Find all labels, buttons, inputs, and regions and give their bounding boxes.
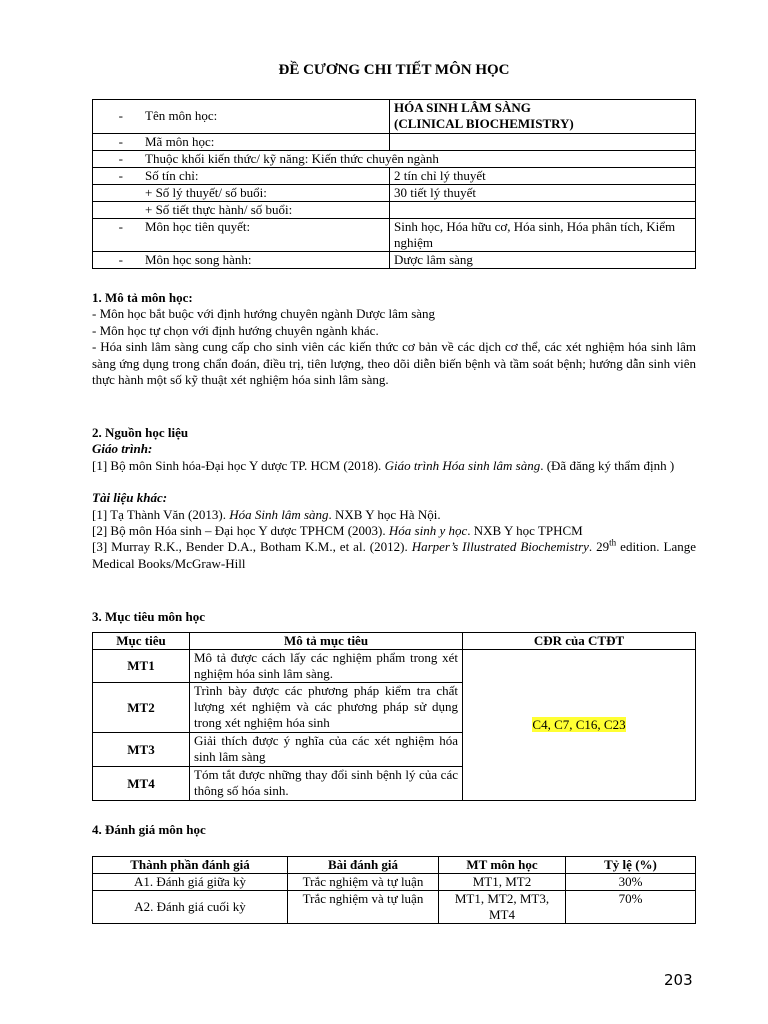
- practice-label: + Số tiết thực hành/ số buổi:: [145, 202, 293, 217]
- info-credits-label-cell: [93, 168, 390, 185]
- name-label: Tên môn học:: [145, 108, 218, 123]
- parallel-value: Dược lâm sàng: [390, 252, 696, 269]
- other-refs-heading: Tài liệu khác:: [92, 490, 168, 506]
- textbook-heading: Giáo trình:: [92, 441, 153, 457]
- section-3-heading-text: 3. Mục tiêu môn học: [92, 609, 206, 624]
- assessment-mt: MT1, MT2: [439, 874, 566, 891]
- ref-edition: . 29: [588, 539, 610, 555]
- info-block-cell: [93, 151, 696, 168]
- practice-value-cell: [390, 202, 696, 219]
- ref-edition-sup: th: [609, 538, 617, 549]
- objective-code: MT2: [93, 683, 190, 733]
- reference-1: [92, 507, 696, 523]
- theory-value: 30 tiết lý thuyết: [390, 185, 696, 202]
- section-1: [92, 290, 696, 388]
- reference-2: [92, 523, 696, 539]
- objectives-table: [92, 632, 696, 801]
- theory-label: + Số lý thuyết/ số buổi:: [145, 185, 267, 200]
- objectives-header: Mô tả mục tiêu: [190, 633, 463, 650]
- info-name-label-cell: [93, 100, 390, 134]
- assessment-test: Trắc nghiệm và tự luận: [288, 874, 439, 891]
- section-4-heading: [92, 822, 696, 838]
- dash: -: [118, 134, 123, 149]
- section-2-heading: 2. Nguồn học liệu: [92, 425, 189, 440]
- page-title: ĐỀ CƯƠNG CHI TIẾT MÔN HỌC: [278, 62, 510, 78]
- name-value-en: (CLINICAL BIOCHEMISTRY): [394, 116, 574, 131]
- credits-value: 2 tín chỉ lý thuyết: [390, 168, 696, 185]
- ref-author: [3] Murray R.K., Bender D.A., Botham K.M., et al. (2012).: [92, 539, 412, 555]
- assessment-component: A2. Đánh giá cuối kỳ: [93, 891, 288, 924]
- section-1-line: - Môn học bắt buộc với định hướng chuyên ngành Dược lâm sàng: [92, 306, 436, 322]
- info-name-value-cell: [390, 100, 696, 134]
- info-theory-label-cell: [93, 185, 390, 202]
- textbook-author: [1] Bộ môn Sinh hóa-Đại học Y dược TP. HCM (2018).: [92, 457, 385, 473]
- dash: -: [118, 219, 123, 234]
- credits-label: Số tín chỉ:: [145, 168, 199, 183]
- dash: -: [118, 108, 123, 123]
- assessment-ratio: 70%: [566, 891, 696, 924]
- textbook-note: . (Đã đăng ký thẩm định ): [540, 457, 675, 473]
- section-3-heading: [92, 609, 696, 625]
- parallel-label: Môn học song hành:: [145, 252, 252, 267]
- section-2: [92, 425, 696, 572]
- reference-3: [92, 539, 696, 572]
- ref-title: Hóa sinh y học: [388, 523, 468, 539]
- ref-author: [1] Tạ Thành Văn (2013).: [92, 506, 230, 522]
- section-1-line: - Hóa sinh lâm sàng cung cấp cho sinh viên các kiến thức cơ bản về các dịch cơ thể, các xét nghiệm hóa sinh lâm sàng ứng dụng trong chẩn đoán, điều trị, tiên lượng, theo dõi diễn biến bệnh và tầm soát bệnh; hướng dẫn sinh viên thực hành một số kỹ thuật xét nghiệm hóa sinh lâm sàng.: [92, 339, 696, 388]
- ref-author: [2] Bộ môn Hóa sinh – Đại học Y dược TPHCM (2003).: [92, 523, 389, 539]
- assessment-header: Thành phần đánh giá: [93, 857, 288, 874]
- cdr-cell: [463, 650, 696, 801]
- textbook-entry: [92, 458, 696, 474]
- prereq-label: Môn học tiên quyết:: [145, 219, 251, 234]
- info-code-label-cell: [93, 134, 390, 151]
- info-parallel-label-cell: [93, 252, 390, 269]
- assessment-header: Tỷ lệ (%): [566, 857, 696, 874]
- section-4-heading-text: 4. Đánh giá môn học: [92, 822, 206, 837]
- prereq-value: Sinh học, Hóa hữu cơ, Hóa sinh, Hóa phân tích, Kiểm nghiệm: [390, 219, 696, 252]
- ref-publisher: . NXB Y học TPHCM: [467, 523, 583, 539]
- ref-title: Harper’s Illustrated Biochemistry: [411, 539, 589, 555]
- cdr-value: C4, C7, C16, C23: [532, 717, 626, 732]
- ref-title: Hóa Sinh lâm sàng: [229, 506, 329, 522]
- ref-publisher: edition. Lange Medical Books/McGraw-Hill: [92, 539, 697, 571]
- objectives-header: Mục tiêu: [93, 633, 190, 650]
- objective-desc: Mô tả được cách lấy các nghiệm phẩm trong xét nghiệm hóa sinh lâm sàng.: [190, 650, 463, 683]
- info-practice-label-cell: [93, 202, 390, 219]
- textbook-title: Giáo trình Hóa sinh lâm sàng: [384, 457, 541, 473]
- assessment-ratio: 30%: [566, 874, 696, 891]
- section-1-line: - Môn học tự chọn với định hướng chuyên ngành khác.: [92, 322, 379, 338]
- block-label: Thuộc khối kiến thức/ kỹ năng: Kiến thức chuyên ngành: [145, 151, 439, 166]
- objective-desc: Tóm tắt được những thay đổi sinh bệnh lý của các thông số hóa sinh.: [190, 767, 463, 801]
- objective-code: MT4: [93, 767, 190, 801]
- name-value-vi: HÓA SINH LÂM SÀNG: [394, 100, 531, 115]
- info-prereq-label-cell: [93, 219, 390, 252]
- dash: -: [118, 151, 123, 166]
- objective-code: MT1: [93, 650, 190, 683]
- assessment-test: Trắc nghiệm và tự luận: [288, 891, 439, 924]
- assessment-header: MT môn học: [439, 857, 566, 874]
- assessment-table: [92, 856, 696, 924]
- ref-publisher: . NXB Y học Hà Nội.: [328, 506, 441, 522]
- assessment-header: Bài đánh giá: [288, 857, 439, 874]
- info-code-value-cell: [390, 134, 696, 151]
- dash: -: [118, 168, 123, 183]
- assessment-component: A1. Đánh giá giữa kỳ: [93, 874, 288, 891]
- section-1-heading: 1. Mô tả môn học:: [92, 290, 193, 305]
- objective-desc: Trình bày được các phương pháp kiểm tra chất lượng xét nghiệm và các phương pháp sử dụng trong xét nghiệm hóa sinh: [190, 683, 463, 733]
- objective-desc: Giải thích được ý nghĩa của các xét nghiệm hóa sinh lâm sàng: [190, 733, 463, 767]
- objective-code: MT3: [93, 733, 190, 767]
- assessment-mt: MT1, MT2, MT3, MT4: [439, 891, 566, 924]
- course-info-table: [92, 99, 696, 269]
- code-label: Mã môn học:: [145, 134, 215, 149]
- page-number: 203: [664, 971, 693, 989]
- dash: -: [118, 252, 123, 267]
- objectives-header: CĐR của CTĐT: [463, 633, 696, 650]
